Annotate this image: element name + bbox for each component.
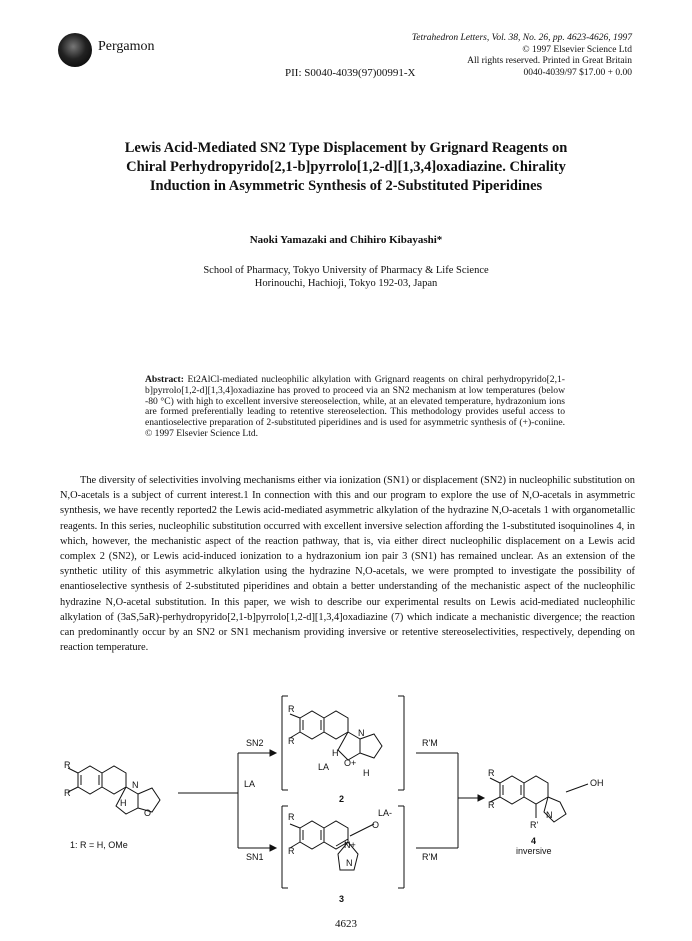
compound-2-n: N — [358, 728, 365, 738]
title-line-3: Induction in Asymmetric Synthesis of 2-Substituted Piperidines — [149, 178, 543, 194]
pii-identifier: PII: S0040-4039(97)00991-X — [285, 67, 416, 79]
compound-1-r-top: R — [64, 760, 71, 770]
compound-4-label: 4 — [531, 836, 537, 846]
compound-4-r-top: R — [488, 768, 495, 778]
abstract-label: Abstract: — [145, 374, 184, 385]
compound-1-structure — [68, 766, 160, 814]
compound-3-structure — [290, 821, 374, 870]
affiliation-line-1: School of Pharmacy, Tokyo University of Pharmacy & Life Science — [203, 265, 489, 276]
sn2-label: SN2 — [246, 738, 264, 748]
compound-3-n: N — [346, 858, 353, 868]
compound-4-r-prime: R' — [530, 820, 539, 830]
rights-line: All rights reserved. Printed in Great Britain — [467, 56, 632, 66]
rm-top-label: R'M — [422, 738, 438, 748]
compound-2-r-bottom: R — [288, 736, 295, 746]
compound-2-o-plus: O+ — [344, 758, 357, 768]
compound-2-r-top: R — [288, 704, 295, 714]
affiliation-line-2: Horinouchi, Hachioji, Tokyo 192-03, Japan — [254, 278, 438, 289]
compound-1-label: 1: R = H, OMe — [70, 840, 128, 850]
abstract-text: Et2AlCl-mediated nucleophilic alkylation with Grignard reagents on chiral perhydropyrido[2,1-b]pyrrolo[1,2-d][1,3,4]oxadiazine has proved to proceed via an SN2 mechanism at low temperatures (below -80 °C) with high to excellent inversive stereoselection, while, at an elevated temperature, hydrazonium ions are formed preferentially leading to retentive stereoselection. This methodology provides useful access to enantioselective preparation of 2-substituted piperidines and is used for asymmetric synthesis of (+)-coniine. © 1997 Elsevier Science Ltd. — [145, 374, 565, 439]
abstract — [145, 375, 565, 440]
sn1-label: SN1 — [246, 852, 264, 862]
title-line-2: Chiral Perhydropyrido[2,1-b]pyrrolo[1,2-d][1,3,4]oxadiazine. Chirality — [126, 159, 566, 175]
compound-2-la: LA — [318, 762, 330, 772]
rm-bottom-label: R'M — [422, 852, 438, 862]
pergamon-logo — [58, 33, 92, 67]
compound-4-n: N — [546, 810, 553, 820]
issn-price: 0040-4039/97 $17.00 + 0.00 — [523, 67, 632, 78]
la-reagent-label: LA — [244, 779, 256, 789]
compound-4-r-bottom: R — [488, 800, 495, 810]
page-number: 4623 — [335, 918, 357, 930]
title-line-1: Lewis Acid-Mediated SN2 Type Displacement by Grignard Reagents on — [124, 140, 568, 156]
product-note: inversive — [516, 846, 552, 856]
compound-3-n-plus: N+ — [344, 840, 356, 850]
compound-3-r-top: R — [288, 812, 295, 822]
compound-2-label: 2 — [339, 794, 345, 804]
journal-citation: Tetrahedron Letters, Vol. 38, No. 26, pp. 4623-4626, 1997 — [411, 33, 632, 43]
compound-1-r-bottom: R — [64, 788, 71, 798]
body-text — [60, 473, 635, 655]
compound-2-h2: H — [363, 768, 370, 778]
reaction-scheme — [60, 688, 635, 910]
affiliation — [0, 264, 692, 290]
compound-3-label: 3 — [339, 894, 345, 904]
compound-3-la-minus: LA- — [378, 808, 393, 818]
copyright-line: © 1997 Elsevier Science Ltd — [522, 44, 632, 55]
compound-1-n: N — [132, 780, 139, 790]
publisher-name: Pergamon — [98, 39, 155, 54]
body-paragraph: The diversity of selectivities involving mechanisms either via ionization (SN1) or displacement (SN2) in nucleophilic substitution on N,O-acetals is a subject of current interest.1 In connection with this and our program to explore the use of N,O-acetals in asymmetric synthesis, we have recently reported2 the Lewis acid-mediated asymmetric alkylation of the hydrazine N,O-acetals 1 with organometallic reagents. In this series, nucleophilic substitution occurred with excellent inversive selection affording the 1-substituted isoquinolines 4, in which, however, the mechanistic aspect of the reaction pathway, that is, via either direct nucleophilic displacement on a Lewis acid complex 2 (SN2), or Lewis acid-induced ionization to a hydrazonium ion pair 3 (SN1) has remained unclear. As an extension of the synthetic utility of this asymmetric alkylation using the hydrazine N,O-acetals, we were prompted to investigate the possibility of enantioselective synthesis of 2-substituted piperidines and obtain a better understanding of the mechanistic aspect of the nucleophilic hydrazine N,O-acetal substitution. In this paper, we wish to describe our experimental results on Lewis acid-mediated nucleophilic alkylation of (3aS,5aR)-perhydropyrido[2,1-b]pyrrolo[1,2-d][1,3,4]oxadiazine (7) which indicate a mechanistic divergence; the reaction can predominantly occur by an SN2 or SN1 mechanism providing inversive or retentive stereoselectivities, respectively, depending on reaction temperature. — [60, 475, 635, 654]
compound-3-r-bottom: R — [288, 846, 295, 856]
paper-title — [60, 139, 632, 196]
journal-meta — [412, 33, 632, 79]
author-list: Naoki Yamazaki and Chihiro Kibayashi* — [249, 234, 443, 246]
compound-1-o: O — [144, 808, 152, 818]
compound-3-o-minus: O — [372, 820, 380, 830]
compound-1-h: H — [120, 798, 127, 808]
compound-2-h: H — [332, 748, 339, 758]
compound-4-oh: OH — [590, 778, 604, 788]
compound-4-structure — [490, 776, 588, 822]
